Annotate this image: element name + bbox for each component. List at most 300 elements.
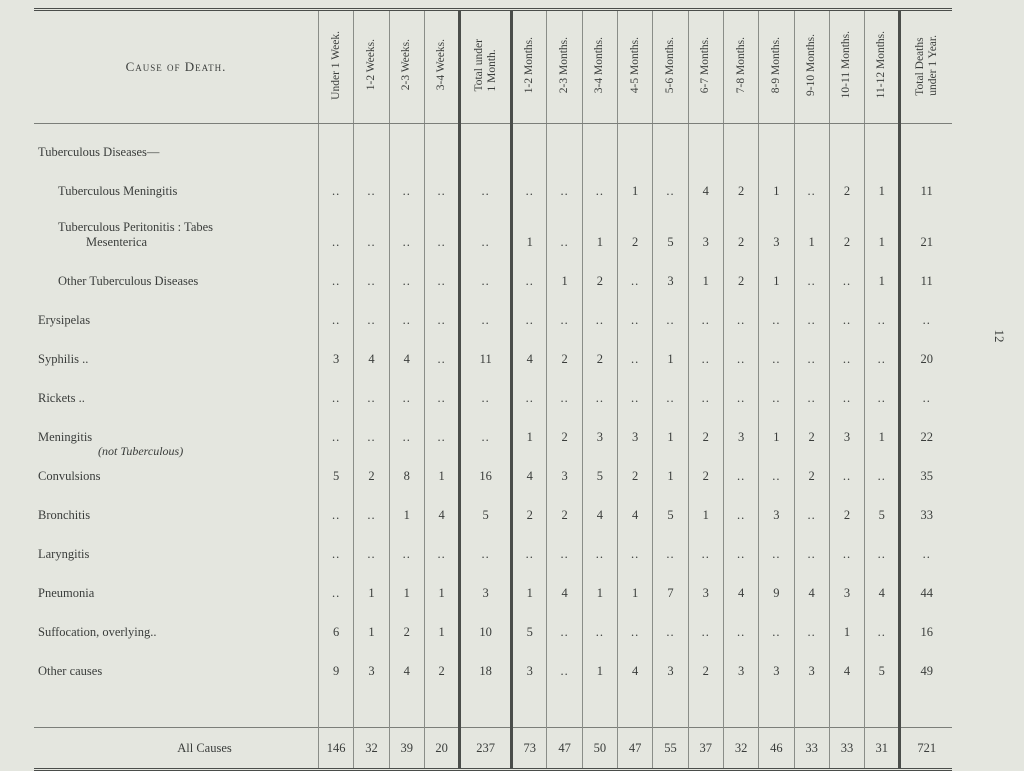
value-cell: 5 — [865, 645, 900, 684]
table-cell — [460, 684, 512, 728]
value-cell: 1 — [759, 411, 794, 450]
value-cell: 1 — [618, 165, 653, 204]
column-header — [759, 10, 794, 124]
value-cell: 3 — [794, 645, 829, 684]
value-cell: 33 — [900, 489, 952, 528]
value-cell: 1 — [582, 645, 617, 684]
value-cell: 3 — [653, 255, 688, 294]
value-cell: 73 — [512, 728, 547, 770]
value-cell: 4 — [389, 645, 424, 684]
value-cell: .. — [424, 294, 459, 333]
value-cell: 721 — [900, 728, 952, 770]
value-cell: 1 — [618, 567, 653, 606]
value-cell: .. — [354, 372, 389, 411]
value-cell: 4 — [794, 567, 829, 606]
value-cell: .. — [319, 204, 354, 255]
value-cell: .. — [688, 372, 723, 411]
column-header-label: 1-2 Months. — [523, 36, 536, 94]
cause-label: Tuberculous Meningitis — [58, 184, 178, 198]
table-cell — [829, 124, 864, 166]
cause-cell — [34, 255, 319, 294]
table-row — [34, 728, 952, 770]
column-header — [618, 10, 653, 124]
column-header-label: Total under 1 Month. — [472, 38, 498, 92]
value-cell: .. — [900, 372, 952, 411]
value-cell: 1 — [512, 204, 547, 255]
table-cell — [389, 124, 424, 166]
value-cell: .. — [512, 294, 547, 333]
value-cell: 5 — [582, 450, 617, 489]
value-cell: .. — [512, 372, 547, 411]
cause-label: Bronchitis — [38, 508, 91, 522]
value-cell: 3 — [460, 567, 512, 606]
value-cell: .. — [865, 333, 900, 372]
cause-label-line1: Tuberculous Peritonitis : Tabes — [58, 220, 214, 234]
value-cell: 2 — [688, 411, 723, 450]
value-cell: 39 — [389, 728, 424, 770]
page-number: 12 — [992, 329, 1007, 343]
column-header-label: 11-12 Months. — [875, 31, 888, 99]
value-cell: 18 — [460, 645, 512, 684]
cause-cell — [34, 645, 319, 684]
value-cell: 2 — [424, 645, 459, 684]
value-cell: .. — [759, 372, 794, 411]
table-cell — [653, 124, 688, 166]
value-cell: 3 — [319, 333, 354, 372]
value-cell: 146 — [319, 728, 354, 770]
value-cell: 2 — [688, 450, 723, 489]
value-cell: 21 — [900, 204, 952, 255]
column-header — [354, 10, 389, 124]
column-header — [723, 10, 758, 124]
group-heading: Tuberculous Diseases— — [38, 145, 160, 159]
value-cell: .. — [865, 372, 900, 411]
value-cell: 5 — [653, 204, 688, 255]
value-cell: .. — [653, 528, 688, 567]
table-cell — [424, 124, 459, 166]
value-cell: 3 — [688, 567, 723, 606]
value-cell: 1 — [354, 606, 389, 645]
value-cell: 1 — [547, 255, 582, 294]
table-cell — [319, 684, 354, 728]
value-cell: 3 — [688, 204, 723, 255]
cause-cell — [34, 567, 319, 606]
value-cell: .. — [582, 528, 617, 567]
value-cell: 2 — [794, 411, 829, 450]
value-cell: .. — [794, 489, 829, 528]
value-cell: .. — [512, 165, 547, 204]
value-cell: .. — [547, 165, 582, 204]
value-cell: .. — [319, 489, 354, 528]
value-cell: .. — [512, 528, 547, 567]
value-cell: 4 — [582, 489, 617, 528]
cause-cell — [34, 411, 319, 458]
value-cell: .. — [460, 372, 512, 411]
value-cell: .. — [389, 255, 424, 294]
value-cell: 1 — [424, 567, 459, 606]
value-cell: .. — [547, 645, 582, 684]
value-cell: .. — [829, 528, 864, 567]
value-cell: 44 — [900, 567, 952, 606]
value-cell: .. — [618, 528, 653, 567]
table-cell — [547, 684, 582, 728]
value-cell: 4 — [512, 333, 547, 372]
value-cell: 3 — [512, 645, 547, 684]
table-cell — [460, 124, 512, 166]
value-cell: .. — [389, 411, 424, 450]
value-cell: .. — [759, 333, 794, 372]
value-cell: .. — [653, 372, 688, 411]
value-cell: 7 — [653, 567, 688, 606]
value-cell: 1 — [865, 165, 900, 204]
header-row — [34, 10, 952, 124]
value-cell: 3 — [653, 645, 688, 684]
value-cell: 1 — [688, 255, 723, 294]
value-cell: .. — [829, 294, 864, 333]
value-cell: .. — [723, 606, 758, 645]
table-row — [34, 489, 952, 528]
value-cell: 1 — [512, 411, 547, 450]
value-cell: 1 — [582, 204, 617, 255]
value-cell: .. — [354, 204, 389, 255]
cause-cell — [34, 372, 319, 411]
value-cell: .. — [424, 528, 459, 567]
column-header — [460, 10, 512, 124]
group-heading-row — [34, 124, 952, 166]
value-cell: .. — [512, 255, 547, 294]
value-cell: 4 — [688, 165, 723, 204]
value-cell: 50 — [582, 728, 617, 770]
value-cell: 49 — [900, 645, 952, 684]
value-cell: .. — [865, 528, 900, 567]
value-cell: .. — [582, 165, 617, 204]
value-cell: 35 — [900, 450, 952, 489]
value-cell: 3 — [829, 411, 864, 450]
value-cell: .. — [688, 528, 723, 567]
value-cell: .. — [865, 294, 900, 333]
cause-cell — [34, 450, 319, 489]
value-cell: .. — [794, 294, 829, 333]
table-cell — [900, 684, 952, 728]
value-cell: 2 — [512, 489, 547, 528]
value-cell: .. — [354, 528, 389, 567]
value-cell: 32 — [723, 728, 758, 770]
cause-cell — [34, 294, 319, 333]
value-cell: .. — [319, 567, 354, 606]
value-cell: .. — [424, 255, 459, 294]
value-cell: 1 — [512, 567, 547, 606]
value-cell: .. — [794, 372, 829, 411]
value-cell: 2 — [547, 333, 582, 372]
column-header — [865, 10, 900, 124]
value-cell: .. — [688, 333, 723, 372]
column-header-label: Under 1 Week. — [329, 30, 342, 100]
value-cell: .. — [653, 606, 688, 645]
value-cell: 2 — [618, 204, 653, 255]
table-cell — [723, 684, 758, 728]
value-cell: .. — [424, 204, 459, 255]
column-header — [582, 10, 617, 124]
cause-label: Syphilis .. — [38, 352, 89, 366]
cause-cell — [34, 728, 319, 770]
table-row — [34, 645, 952, 684]
value-cell: .. — [354, 489, 389, 528]
value-cell: 4 — [723, 567, 758, 606]
table-row — [34, 411, 952, 450]
cause-cell — [34, 333, 319, 372]
value-cell: 4 — [354, 333, 389, 372]
value-cell: 3 — [759, 645, 794, 684]
table-row — [34, 450, 952, 489]
value-cell: .. — [723, 528, 758, 567]
column-header — [424, 10, 459, 124]
value-cell: .. — [319, 165, 354, 204]
value-cell: 22 — [900, 411, 952, 450]
value-cell: .. — [389, 294, 424, 333]
table-cell — [354, 124, 389, 166]
column-header-label: 9-10 Months. — [805, 34, 818, 96]
value-cell: 20 — [424, 728, 459, 770]
cause-cell — [34, 528, 319, 567]
column-header-label: 3-4 Weeks. — [435, 39, 448, 91]
table-cell — [794, 684, 829, 728]
value-cell: .. — [723, 333, 758, 372]
column-header-label: 4-5 Months. — [628, 36, 641, 94]
table-cell — [582, 124, 617, 166]
table-cell — [723, 124, 758, 166]
value-cell: 3 — [723, 411, 758, 450]
table-body — [34, 124, 952, 770]
cause-label: All Causes — [177, 740, 232, 755]
column-header-label: 2-3 Weeks. — [400, 39, 413, 91]
column-header — [319, 10, 354, 124]
value-cell: 2 — [688, 645, 723, 684]
value-cell: .. — [723, 294, 758, 333]
column-header-label: 2-3 Months. — [558, 36, 571, 94]
column-header-label: 8-9 Months. — [769, 36, 782, 94]
table-cell — [389, 684, 424, 728]
cause-label: Rickets .. — [38, 391, 85, 405]
column-header — [794, 10, 829, 124]
value-cell: 8 — [389, 450, 424, 489]
value-cell: 4 — [829, 645, 864, 684]
value-cell: .. — [424, 411, 459, 450]
value-cell: 3 — [829, 567, 864, 606]
value-cell: 1 — [829, 606, 864, 645]
value-cell: .. — [794, 333, 829, 372]
value-cell: .. — [829, 255, 864, 294]
value-cell: .. — [688, 606, 723, 645]
value-cell: .. — [723, 450, 758, 489]
cause-cell — [34, 489, 319, 528]
value-cell: .. — [424, 333, 459, 372]
value-cell: .. — [865, 450, 900, 489]
table-cell — [688, 684, 723, 728]
table-row — [34, 165, 952, 204]
table-cell — [582, 684, 617, 728]
table-cell — [547, 124, 582, 166]
value-cell: .. — [354, 165, 389, 204]
value-cell: 10 — [460, 606, 512, 645]
value-cell: .. — [794, 528, 829, 567]
value-cell: .. — [582, 606, 617, 645]
value-cell: 2 — [723, 255, 758, 294]
value-cell: 1 — [653, 450, 688, 489]
column-header — [547, 10, 582, 124]
value-cell: 5 — [460, 489, 512, 528]
value-cell: .. — [900, 294, 952, 333]
column-header-label: 3-4 Months. — [593, 36, 606, 94]
column-header — [688, 10, 723, 124]
value-cell: 32 — [354, 728, 389, 770]
value-cell: 1 — [759, 165, 794, 204]
value-cell: 5 — [512, 606, 547, 645]
value-cell: .. — [829, 333, 864, 372]
column-header — [829, 10, 864, 124]
cause-label: Erysipelas — [38, 313, 91, 327]
cause-cell — [34, 204, 319, 255]
cause-cell — [34, 165, 319, 204]
value-cell: .. — [759, 606, 794, 645]
value-cell: .. — [354, 294, 389, 333]
cause-label: Pneumonia — [38, 586, 95, 600]
value-cell: 11 — [900, 165, 952, 204]
table-cell — [354, 684, 389, 728]
value-cell: .. — [582, 294, 617, 333]
value-cell: 4 — [389, 333, 424, 372]
value-cell: .. — [547, 606, 582, 645]
column-header-label: 10-11 Months. — [840, 31, 853, 99]
table-cell — [759, 124, 794, 166]
value-cell: 3 — [582, 411, 617, 450]
value-cell: 2 — [794, 450, 829, 489]
value-cell: .. — [460, 294, 512, 333]
value-cell: .. — [794, 165, 829, 204]
infant-mortality-table — [34, 8, 952, 771]
table-cell — [759, 684, 794, 728]
value-cell: .. — [389, 165, 424, 204]
column-header-label: 6-7 Months. — [699, 36, 712, 94]
cause-of-death-header: Cause of Death. — [34, 10, 319, 124]
value-cell: 47 — [547, 728, 582, 770]
value-cell: .. — [618, 255, 653, 294]
spacer-cell — [34, 684, 319, 728]
value-cell: 2 — [389, 606, 424, 645]
value-cell: 9 — [319, 645, 354, 684]
table-row — [34, 528, 952, 567]
value-cell: 9 — [759, 567, 794, 606]
table-cell — [688, 124, 723, 166]
value-cell: 1 — [424, 606, 459, 645]
value-cell: .. — [460, 528, 512, 567]
value-cell: .. — [794, 255, 829, 294]
value-cell: .. — [582, 372, 617, 411]
value-cell: .. — [460, 204, 512, 255]
value-cell: 11 — [900, 255, 952, 294]
cause-label: Laryngitis — [38, 547, 90, 561]
value-cell: .. — [319, 255, 354, 294]
value-cell: 4 — [424, 489, 459, 528]
value-cell: 4 — [618, 645, 653, 684]
cause-cell — [34, 606, 319, 645]
value-cell: 3 — [354, 645, 389, 684]
value-cell: 1 — [653, 333, 688, 372]
value-cell: .. — [653, 294, 688, 333]
value-cell: .. — [547, 294, 582, 333]
column-header-label: Total Deaths under 1 Year. — [913, 34, 939, 96]
value-cell: .. — [653, 165, 688, 204]
cause-label: Other causes — [38, 664, 103, 678]
column-header — [389, 10, 424, 124]
value-cell: .. — [547, 204, 582, 255]
value-cell: 37 — [688, 728, 723, 770]
table-cell — [900, 124, 952, 166]
table-row — [34, 606, 952, 645]
table-cell — [512, 684, 547, 728]
value-cell: 1 — [389, 567, 424, 606]
table-cell — [618, 124, 653, 166]
table-cell — [865, 124, 900, 166]
value-cell: 2 — [618, 450, 653, 489]
table-row — [34, 333, 952, 372]
value-cell: 2 — [354, 450, 389, 489]
value-cell: .. — [319, 411, 354, 450]
value-cell: 3 — [759, 204, 794, 255]
value-cell: 5 — [653, 489, 688, 528]
column-header — [653, 10, 688, 124]
value-cell: 4 — [547, 567, 582, 606]
value-cell: 33 — [794, 728, 829, 770]
table-cell — [653, 684, 688, 728]
value-cell: 1 — [389, 489, 424, 528]
value-cell: 2 — [829, 204, 864, 255]
value-cell: 20 — [900, 333, 952, 372]
value-cell: .. — [794, 606, 829, 645]
value-cell: .. — [723, 489, 758, 528]
value-cell: 47 — [618, 728, 653, 770]
value-cell: .. — [354, 411, 389, 450]
value-cell: .. — [460, 165, 512, 204]
value-cell: .. — [618, 294, 653, 333]
table-row — [34, 372, 952, 411]
value-cell: .. — [424, 372, 459, 411]
value-cell: 2 — [829, 489, 864, 528]
value-cell: 1 — [653, 411, 688, 450]
value-cell: 5 — [319, 450, 354, 489]
value-cell: 5 — [865, 489, 900, 528]
table-cell — [618, 684, 653, 728]
value-cell: .. — [865, 606, 900, 645]
column-header-label: 1-2 Weeks. — [364, 39, 377, 91]
value-cell: 6 — [319, 606, 354, 645]
table-row — [34, 255, 952, 294]
value-cell: .. — [547, 528, 582, 567]
spacer-row — [34, 684, 952, 728]
table-cell — [319, 124, 354, 166]
value-cell: 3 — [547, 450, 582, 489]
value-cell: 2 — [547, 489, 582, 528]
value-cell: 3 — [723, 645, 758, 684]
value-cell: .. — [618, 606, 653, 645]
table-row — [34, 204, 952, 255]
cause-note: (not Tuberculous) — [98, 444, 184, 458]
value-cell: 1 — [865, 255, 900, 294]
table-cell — [794, 124, 829, 166]
value-cell: 1 — [759, 255, 794, 294]
column-header-label: 5-6 Months. — [663, 36, 676, 94]
value-cell: .. — [354, 255, 389, 294]
value-cell: 1 — [865, 411, 900, 450]
